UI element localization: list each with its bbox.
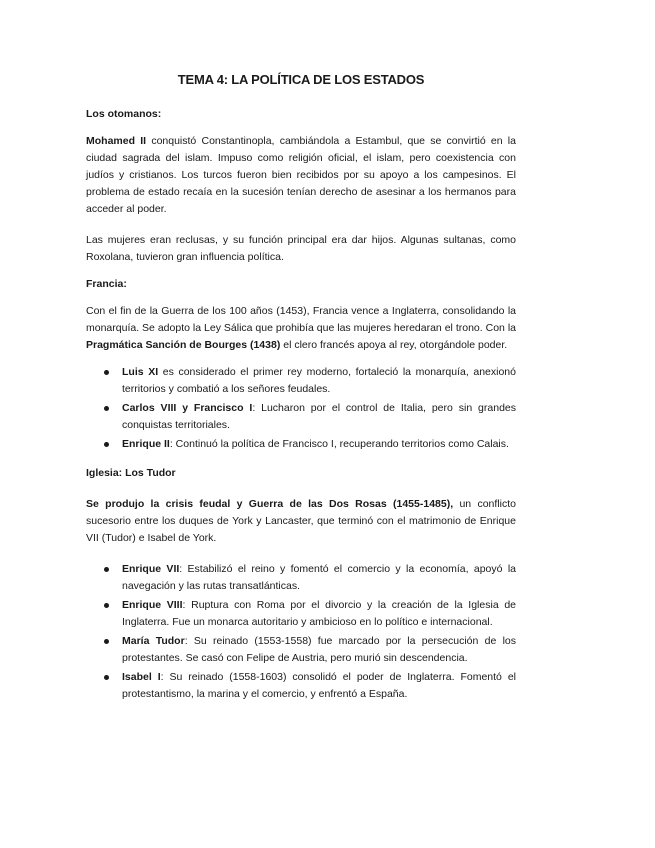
list-item [86,561,516,595]
bold-term: Enrique VIII [122,599,183,611]
tudor-list [86,561,516,703]
bold-term: Se produjo la crisis feudal y Guerra de las Dos Rosas (1455-1485), [86,498,454,510]
list-item [86,400,516,434]
bullet-icon [104,567,109,572]
section-heading-francia: Francia: [86,278,127,290]
section-heading-tudor: Iglesia: Los Tudor [86,467,176,479]
bullet-icon [104,442,109,447]
tudor-paragraph-1 [86,496,516,547]
bullet-icon [104,370,109,375]
francia-list [86,364,516,453]
list-item [86,597,516,631]
bold-term: Luis XI [122,366,159,378]
item-text: : Su reinado (1558-1603) consolidó el poder de Inglaterra. Fomentó el protestantismo, la marina y el comercio, y enfrentó a España. [122,671,517,700]
bullet-icon [104,675,109,680]
item-text: : Continuó la política de Francisco I, recuperando territorios como Calais. [169,438,509,450]
document-page [86,72,516,705]
item-text: : Lucharon por el control de Italia, pero sin grandes conquistas territoriales. [122,402,516,431]
bold-term: Enrique II [122,438,170,450]
paragraph-text: conquistó Constantinopla, cambiándola a Estambul, que se convirtió en la ciudad sagrada del islam. Impuso como religión oficial, el islam, pero coexistencia con judíos y cristianos. Los turcos fueron bien recibidos por su apoyo a los campesinos. El problema de estado recaía en la sucesión tenían derecho de asesinar a los hermanos para acceder al poder. [86,135,516,215]
section-heading-otomanos: Los otomanos: [86,108,162,120]
item-text: : Su reinado (1553-1558) fue marcado por la persecución de los protestantes. Se casó con Felipe de Austria, pero murió sin descendencia. [122,635,517,664]
bullet-icon [104,406,109,411]
bold-term: Pragmática Sanción de Bourges (1438) [86,339,281,351]
otomanos-paragraph-1 [86,133,516,218]
list-item [86,364,516,398]
list-item [86,633,516,667]
bold-term: Mohamed II [86,135,147,147]
bold-term: Enrique VII [122,563,180,575]
francia-paragraph-1 [86,303,516,354]
bold-term: María Tudor [122,635,185,647]
list-item [86,436,516,453]
document-title: TEMA 4: LA POLÍTICA DE LOS ESTADOS [177,72,425,87]
item-text: : Ruptura con Roma por el divorcio y la creación de la Iglesia de Inglaterra. Fue un monarca autoritario y ambicioso en lo político e internacional. [122,599,517,628]
item-text: es considerado el primer rey moderno, fortaleció la monarquía, anexionó territorios y combatió a los señores feudales. [122,366,516,395]
otomanos-paragraph-2: Las mujeres eran reclusas, y su función principal era dar hijos. Algunas sultanas, como Roxolana, tuvieron gran influencia política. [86,234,516,263]
bullet-icon [104,639,109,644]
paragraph-text: Con el fin de la Guerra de los 100 años (1453), Francia vence a Inglaterra, consolidando la monarquía. Se adopto la Ley Sálica que prohibía que las mujeres heredaran el trono. Con la [86,305,516,334]
paragraph-text: un conflicto sucesorio entre los duques de York y Lancaster, que terminó con el matrimonio de Enrique VII (Tudor) e Isabel de York. [86,498,516,544]
list-item [86,669,516,703]
bullet-icon [104,603,109,608]
paragraph-text: el clero francés apoya al rey, otorgándole poder. [280,339,508,351]
bold-term: Carlos VIII y Francisco I [122,402,253,414]
bold-term: Isabel I [122,671,161,683]
item-text: : Estabilizó el reino y fomentó el comercio y la economía, apoyó la navegación y las rutas transatlánticas. [122,563,517,592]
